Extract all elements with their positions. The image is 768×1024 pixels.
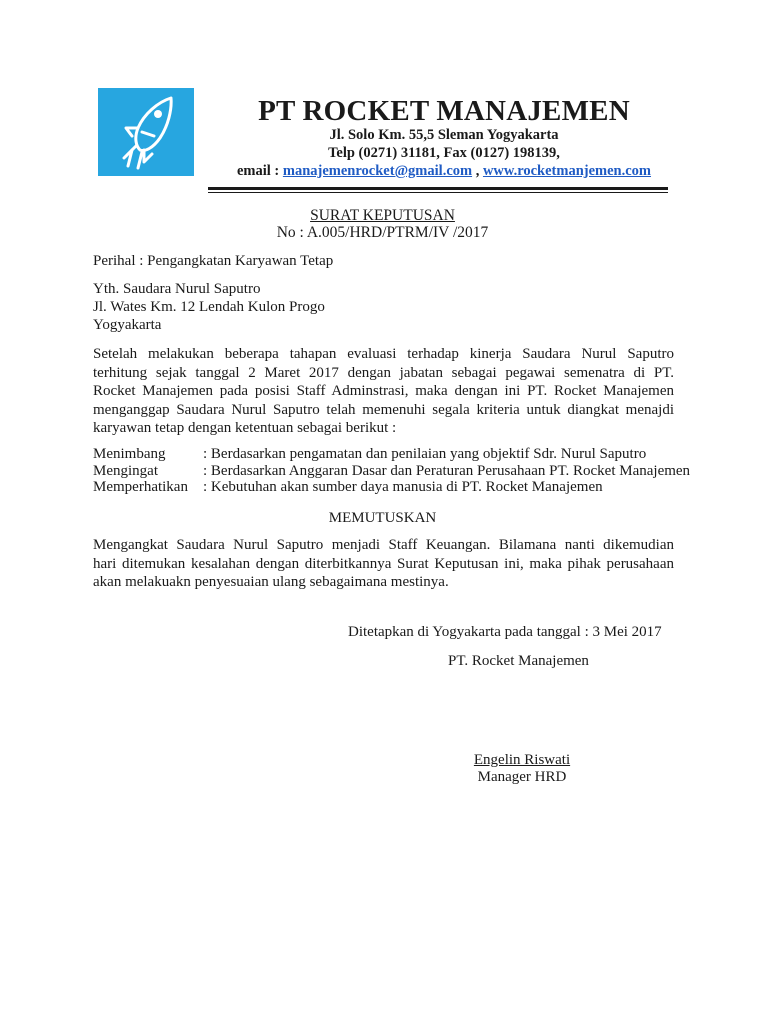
signer-title: Manager HRD [477,769,567,785]
rocket-icon [98,88,194,176]
company-logo [98,88,194,176]
decision-heading: MEMUTUSKAN [328,510,437,526]
website-link[interactable]: www.rocketmanjemen.com [482,163,652,179]
consideration-row [93,446,733,463]
email-link[interactable]: manajemenrocket@gmail.com [282,163,473,179]
consideration-value: : Kebutuhan akan sumber daya manusia di PT. Rocket Manajemen [203,479,603,495]
consideration-row [93,463,733,480]
consideration-label: Mengingat [93,462,158,479]
decision-line: akan melakuakn penyesuaian ulang sebagaimana mestinya. [93,574,449,591]
considerations-list [93,446,733,496]
signer-name-text: Engelin Riswati [473,752,571,768]
consideration-label: Memperhatikan [93,479,188,495]
decision-line: hari ditemukan kesalahan dengan diterbitkannya Surat Keputusan ini, maka pihak perusahaan [93,555,674,572]
company-phone: Telp (0271) 31181, Fax (0127) 198139, [328,145,560,161]
decision-line: Mengangkat Saudara Nurul Saputro menjadi Staff Keuangan. Bilamana nanti dikemudian [93,537,674,553]
intro-line: Rocket Manajemen pada posisi Staff Adminstrasi, maka dengan ini PT. Rocket Manajemen [93,383,674,400]
consideration-value: : Berdasarkan pengamatan dan penilaian yang objektif Sdr. Nurul Saputro [203,446,647,462]
letter-number: No : A.005/HRD/PTRM/IV /2017 [276,224,489,241]
decision-paragraph [93,536,674,592]
company-name: PT ROCKET MANAJEMEN [258,95,630,127]
recipient-address: Jl. Wates Km. 12 Lendah Kulon Progo [93,299,325,315]
intro-line: menganggap Saudara Nurul Saputro telah memenuhi segala kriteria untuk diangkat menajdi [93,401,674,418]
letterhead-divider-thick [208,187,668,190]
recipient-name: Yth. Saudara Nurul Saputro [93,281,261,297]
recipient-city: Yogyakarta [93,317,162,333]
intro-paragraph [93,345,674,438]
contact-separator: , [475,163,480,179]
letter-title: SURAT KEPUTUSAN [310,207,455,224]
intro-line: Setelah melakukan beberapa tahapan evaluasi terhadap kinerja Saudara Nurul Saputro [93,346,674,362]
intro-line: terhitung sejak tanggal 2 Maret 2017 dengan jabatan sebagai pegawai semenatra di PT. [93,364,674,381]
company-address: Jl. Solo Km. 55,5 Sleman Yogyakarta [329,127,559,143]
company-signature: PT. Rocket Manajemen [448,653,589,669]
place-date: Ditetapkan di Yogyakarta pada tanggal : 3 Mei 2017 [348,624,662,640]
company-contact [214,163,674,180]
consideration-label: Menimbang [93,446,166,462]
consideration-row [93,479,733,496]
consideration-value: : Berdasarkan Anggaran Dasar dan Peraturan Perusahaan PT. Rocket Manajemen [203,462,691,479]
letterhead-divider-thin [208,192,668,193]
letter-subject: Perihal : Pengangkatan Karyawan Tetap [93,253,334,269]
intro-line: karyawan tetap dengan ketentuan sebagai berikut : [93,420,397,437]
signer-name [452,752,592,769]
email-label: email : [236,163,280,179]
